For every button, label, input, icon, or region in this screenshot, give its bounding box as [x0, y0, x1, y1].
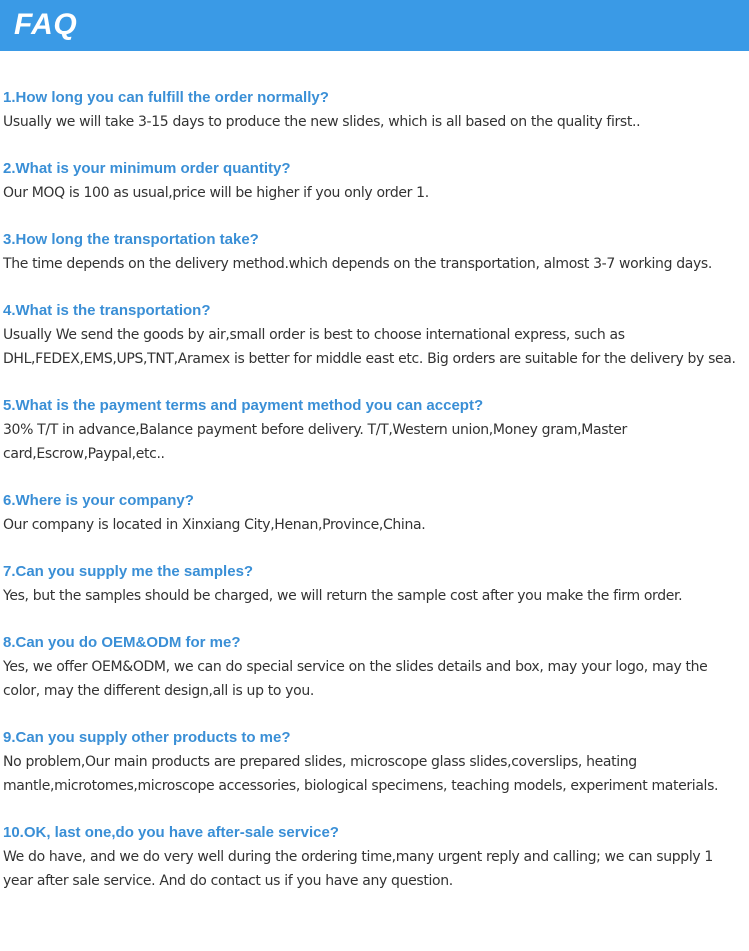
faq-list	[3, 86, 743, 916]
faq-answer: The time depends on the delivery method.which depends on the transportation, almost 3-7 working days.	[3, 256, 712, 272]
faq-question: 3.How long the transportation take?	[3, 231, 259, 248]
faq-question: 1.How long you can fulfill the order normally?	[3, 89, 329, 106]
faq-answer: Usually we will take 3-15 days to produce the new slides, which is all based on the quality first..	[3, 114, 641, 130]
faq-item	[3, 726, 743, 798]
faq-answer: Yes, we offer OEM&ODM, we can do special service on the slides details and box, may your logo, may the color, may the different design,all is up to you.	[3, 659, 708, 699]
faq-answer: No problem,Our main products are prepared slides, microscope glass slides,coverslips, heating mantle,microtomes,microscope accessories, biological specimens, teaching models, experiment materials.	[3, 754, 719, 794]
faq-item	[3, 489, 743, 537]
faq-answer: We do have, and we do very well during the ordering time,many urgent reply and calling; we can supply 1 year after sale service. And do contact us if you have any question.	[3, 849, 713, 889]
faq-header	[0, 0, 749, 51]
faq-answer: Our MOQ is 100 as usual,price will be higher if you only order 1.	[3, 185, 429, 201]
faq-item	[3, 394, 743, 466]
faq-question: 5.What is the payment terms and payment method you can accept?	[3, 397, 484, 414]
faq-item	[3, 157, 743, 205]
page-title: FAQ	[14, 8, 78, 41]
faq-item	[3, 631, 743, 703]
faq-item	[3, 299, 743, 371]
faq-question: 2.What is your minimum order quantity?	[3, 160, 291, 177]
faq-answer: Yes, but the samples should be charged, we will return the sample cost after you make the firm order.	[3, 588, 683, 604]
faq-question: 9.Can you supply other products to me?	[3, 729, 291, 746]
faq-question: 10.OK, last one,do you have after-sale service?	[3, 824, 339, 841]
faq-answer: Usually We send the goods by air,small order is best to choose international express, such as DHL,FEDEX,EMS,UPS,TNT,Aramex is better for middle east etc. Big orders are suitable for the delivery by sea.	[3, 327, 736, 367]
faq-question: 8.Can you do OEM&ODM for me?	[3, 634, 241, 651]
faq-item	[3, 821, 743, 893]
faq-question: 7.Can you supply me the samples?	[3, 563, 254, 580]
faq-answer: 30% T/T in advance,Balance payment before delivery. T/T,Western union,Money gram,Master card,Escrow,Paypal,etc..	[3, 422, 627, 462]
faq-item	[3, 228, 743, 276]
faq-question: 4.What is the transportation?	[3, 302, 211, 319]
faq-item	[3, 560, 743, 608]
faq-answer: Our company is located in Xinxiang City,Henan,Province,China.	[3, 517, 426, 533]
faq-question: 6.Where is your company?	[3, 492, 194, 509]
faq-item	[3, 86, 743, 134]
